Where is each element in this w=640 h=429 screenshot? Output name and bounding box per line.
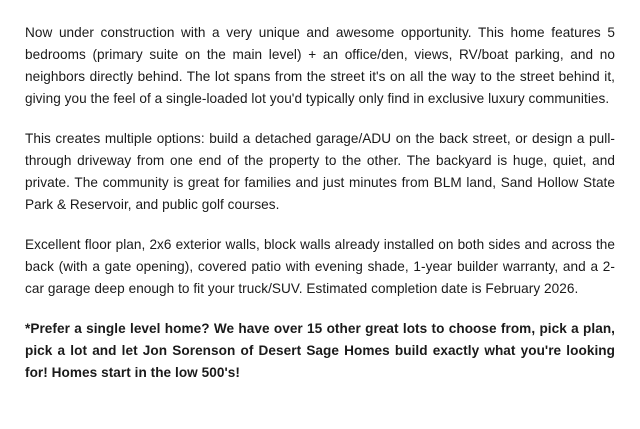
paragraph-features: Excellent floor plan, 2x6 exterior walls, block walls already installed on both sides and across the back (with a gate opening), covered patio with evening shade, 1-year builder warranty, and a 2-car garage deep enough to fit your truck/SUV. Estimated completion date is February 2026. xyxy=(25,237,615,297)
paragraph-call-to-action: *Prefer a single level home? We have over 15 other great lots to choose from, pick a plan, pick a lot and let Jon Sorenson of Desert Sage Homes build exactly what you're looking for! Homes start in the low 500's! xyxy=(25,321,615,381)
paragraph-intro: Now under construction with a very unique and awesome opportunity. This home features 5 bedrooms (primary suite on the main level) + an office/den, views, RV/boat parking, and no neighbors directly behind. The lot spans from the street it's on all the way to the street behind it, giving you the feel of a single-loaded lot you'd typically only find in exclusive luxury communities. xyxy=(25,25,615,107)
paragraph-options: This creates multiple options: build a detached garage/ADU on the back street, or design a pull-through driveway from one end of the property to the other. The backyard is huge, quiet, and private. The community is great for families and just minutes from BLM land, Sand Hollow State Park & Reservoir, and public golf courses. xyxy=(25,131,615,213)
